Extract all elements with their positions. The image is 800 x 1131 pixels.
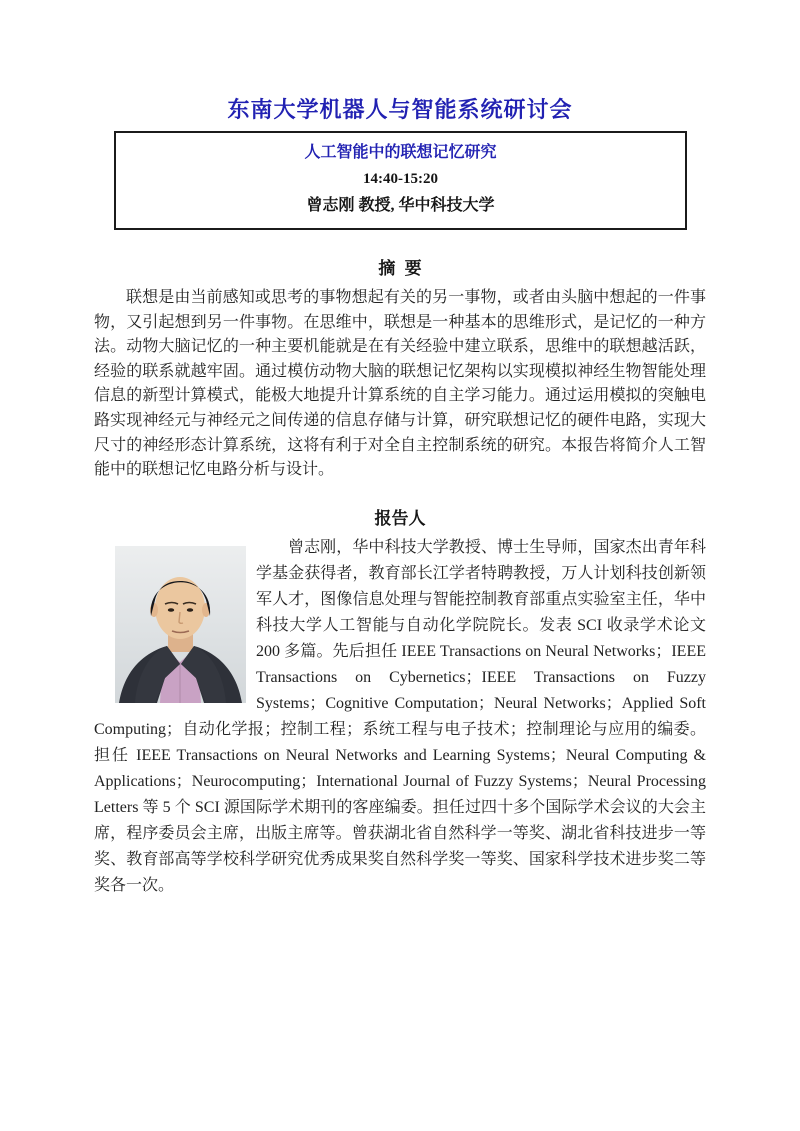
talk-title: 人工智能中的联想记忆研究 bbox=[304, 144, 497, 161]
talk-time: 14:40-15:20 bbox=[363, 171, 438, 187]
page-title: 东南大学机器人与智能系统研讨会 bbox=[227, 97, 573, 122]
speaker-bio-section bbox=[94, 535, 706, 899]
speaker-heading: 报告人 bbox=[374, 508, 426, 528]
talk-info-box bbox=[114, 131, 687, 230]
abstract-heading: 摘 要 bbox=[378, 259, 422, 278]
speaker-portrait-photo bbox=[115, 546, 246, 703]
speaker-bio: 曾志刚，华中科技大学教授、博士生导师，国家杰出青年科学基金获得者，教育部长江学者特聘教授，万人计划科技创新领军人才，图像信息处理与智能控制教育部重点实验室主任，华中科技大学人工智能与自动化学院院长。发表 SCI 收录学术论文 200 多篇。先后担任 IEEE Transactions on Neural Networks；IEEE Transactions on Cybernetics；IEEE Transactions on Fuzzy Systems；Cognitive Computation；Neural Networks；Applied Soft Computing；自动化学报；控制工程；系统工程与电子技术；控制理论与应用的编委。担任 IEEE Transactions on Neural Networks and Learning Systems；Neural Computing & Applications；Neurocomputing；International Journal of Fuzzy Systems；Neural Processing Letters 等 5 个 SCI 源国际学术期刊的客座编委。担任过四十多个国际学术会议的大会主席，程序委员会主席，出版主席等。曾获湖北省自然科学一等奖、湖北省科技进步一等奖、教育部高等学校科学研究优秀成果奖自然科学奖一等奖、国家科学技术进步奖二等奖各一次。 bbox=[94, 538, 706, 894]
speaker-portrait-graphic bbox=[115, 546, 246, 703]
abstract-body: 联想是由当前感知或思考的事物想起有关的另一事物，或者由头脑中想起的一件事物，又引起想到另一件事物。在思维中，联想是一种基本的思维形式，是记忆的一种方法。动物大脑记忆的一种主要机能就是在有关经验中建立联系，思维中的联想越活跃，经验的联系就越牢固。通过模仿动物大脑的联想记忆架构以实现模拟神经生物智能处理信息的新型计算模式，能极大地提升计算系统的自主学习能力。通过运用模拟的突触电路实现神经元与神经元之间传递的信息存储与计算，研究联想记忆的硬件电路，实现大尺寸的神经形态计算系统，这将有利于对全自主控制系统的研究。本报告将简介人工智能中的联想记忆电路分析与设计。 bbox=[94, 289, 706, 479]
talk-speaker-line: 曾志刚 教授, 华中科技大学 bbox=[306, 197, 495, 214]
